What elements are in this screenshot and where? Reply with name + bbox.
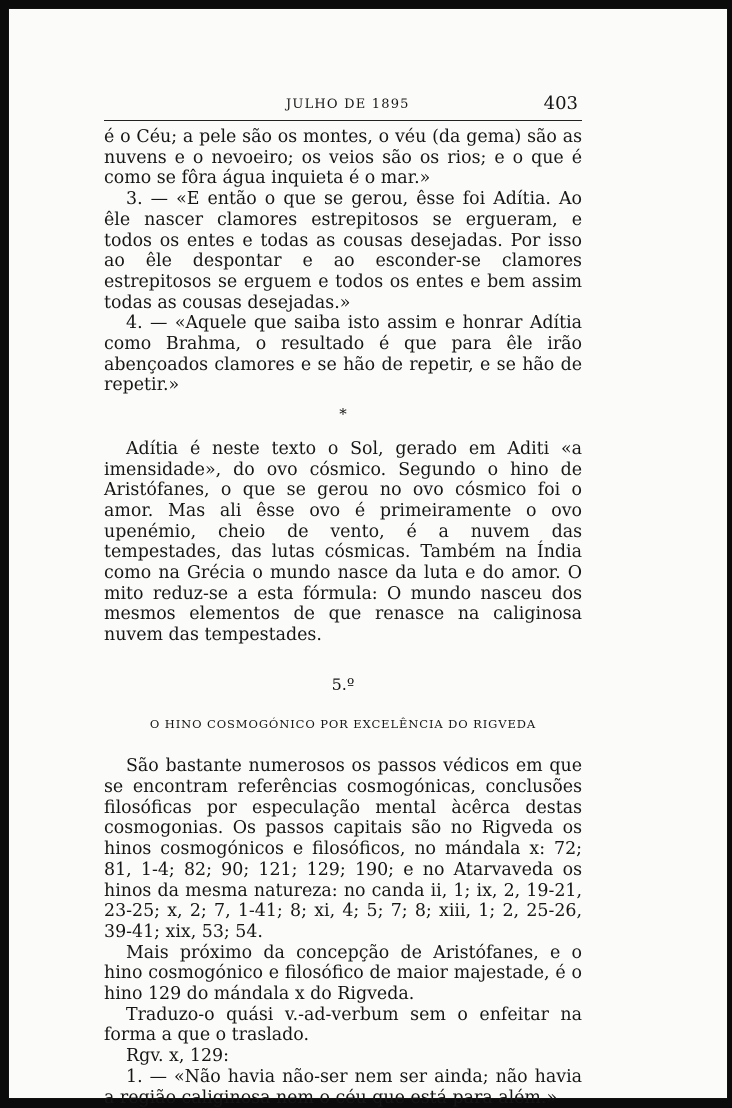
paragraph: 4. — «Aquele que saiba isto assim e honrar Adítia como Brahma, o resultado é que para êle irão abençoados clamores e se hão de repetir, e se hão de repetir.» bbox=[104, 313, 582, 396]
paragraph: é o Céu; a pele são os montes, o véu (da gema) são as nuvens e o nevoeiro; os veios são os rios; e o que é como se fôra água inquieta é o mar.» bbox=[104, 127, 582, 189]
page-content bbox=[104, 93, 582, 1108]
running-head: JULHO DE 1895 bbox=[286, 97, 410, 112]
asterisk-separator: * bbox=[339, 405, 347, 424]
book-page bbox=[8, 8, 728, 1108]
section-title: O HINO COSMOGÓNICO POR EXCELÊNCIA DO RIGVEDA bbox=[149, 716, 537, 731]
page-body bbox=[104, 127, 582, 1108]
paragraph: Adítia é neste texto o Sol, gerado em Aditi «a imensidade», do ovo cósmico. Segundo o hino de Aristófanes, o que se gerou no ovo cósmico foi o amor. Mas ali êsse ovo é primeiramente o ovo upenémio, cheio de vento, é a nuvem das tempestades, das lutas cósmicas. Também na Índia como na Grécia o mundo nasce da luta e do amor. O mito reduz-se a esta fórmula: O mundo nasceu dos mesmos elementos de que renasce na caliginosa nuvem das tempestades. bbox=[104, 438, 582, 646]
paragraph: Traduzo-o quási v.-ad-verbum sem o enfeitar na forma a que o traslado. bbox=[104, 1004, 582, 1046]
paragraph: 3. — «E então o que se gerou, êsse foi Adítia. Ao êle nascer clamores estrepitosos se ergueram, e todos os entes e todas as cousas desejadas. Por isso ao êle despontar e ao esconder-se clamores estrepitosos se erguem e todos os entes e bem assim todas as cousas desejadas.» bbox=[104, 189, 582, 313]
section-number: 5.º bbox=[331, 674, 355, 694]
paragraph: São bastante numerosos os passos védicos em que se encontram referências cosmogónicas, conclusões filosóficas por especulação mental àcêrca destas cosmogonias. Os passos capitais são no Rigveda os hinos cosmogónicos e filosóficos, no mándala x: 72; 81, 1-4; 82; 90; 121; 129; 190; e no Atarvaveda os hinos da mesma natureza: no canda ii, 1; ix, 2, 19-21, 23-25; x, 2; 7, 1-41; 8; xi, 4; 5; 7; 8; xiii, 1; 2, 25-26, 39-41; xix, 53; 54. bbox=[104, 756, 582, 942]
paragraph: 1. — «Não havia não-ser nem ser ainda; não havia a região caliginosa nem o céu que está para além.» bbox=[104, 1066, 582, 1108]
page-number: 403 bbox=[543, 93, 578, 114]
paragraph: Rgv. x, 129: bbox=[126, 1046, 229, 1067]
paragraph: Mais próximo da concepção de Aristófanes, e o hino cosmogónico e filosófico de maior majestade, é o hino 129 do mándala x do Rigveda. bbox=[104, 942, 582, 1005]
page-header bbox=[104, 93, 582, 121]
